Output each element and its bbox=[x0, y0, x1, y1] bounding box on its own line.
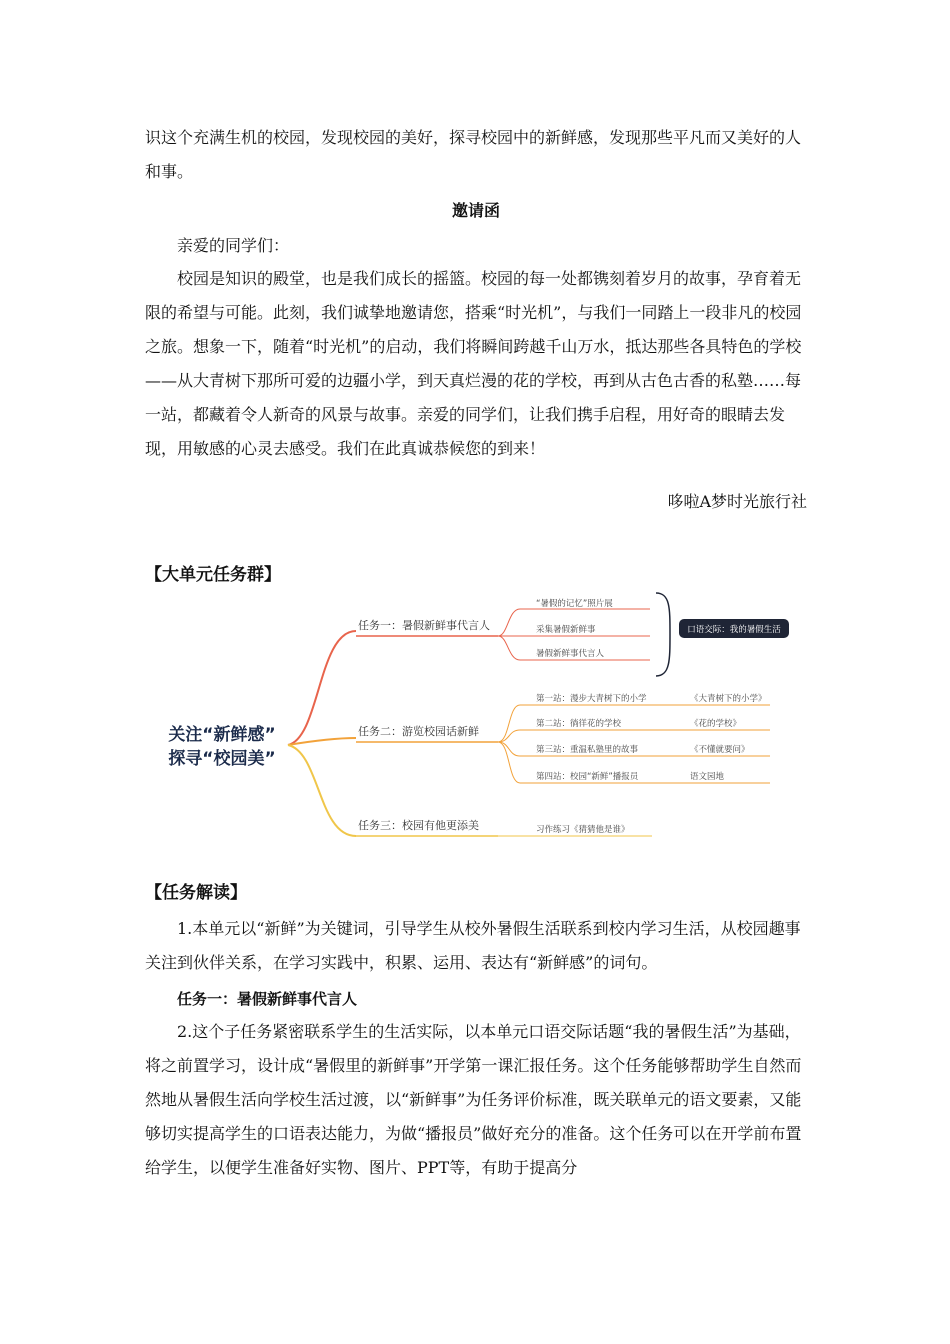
branch-task1 bbox=[288, 631, 356, 745]
task2-station-1: 第一站：漫步大青树下的小学 bbox=[536, 694, 647, 704]
task2-station-4: 第四站：校园“新鲜”播报员 bbox=[536, 772, 639, 782]
task3-label: 任务三：校园有他更添美 bbox=[358, 819, 479, 832]
task2-lesson-2: 《花的学校》 bbox=[690, 719, 742, 729]
task2-lesson-1: 《大青树下的小学》 bbox=[690, 694, 767, 704]
intro-paragraph: 识这个充满生机的校园，发现校园的美好，探寻校园中的新鲜感，发现那些平凡而又美好的人和事。 bbox=[145, 128, 802, 181]
task1-bracket bbox=[656, 593, 670, 676]
task2-lesson-4: 语文园地 bbox=[690, 772, 725, 782]
invitation-title: 邀请函 bbox=[451, 201, 500, 220]
task2-fork-2 bbox=[498, 730, 770, 742]
invitation-signature: 哆啦A梦时光旅行社 bbox=[667, 492, 807, 511]
task1-badge: 口语交际：我的暑假生活 bbox=[687, 625, 781, 635]
task2-station-3: 第三站：重温私塾里的故事 bbox=[536, 745, 639, 755]
branch-task3 bbox=[288, 745, 356, 836]
reading-paragraph-1: 1.本单元以“新鲜”为关键词，引导学生从校外暑假生活联系到校内学习生活，从校园趣事关注到伙伴关系，在学习实践中，积累、运用、表达有“新鲜感”的词句。 bbox=[145, 919, 801, 972]
subtask-heading-1: 任务一：暑假新鲜事代言人 bbox=[177, 990, 358, 1008]
task1-label: 任务一：暑假新鲜事代言人 bbox=[358, 619, 490, 632]
task2-lesson-3: 《不懂就要问》 bbox=[690, 745, 750, 755]
section-heading-reading: 【任务解读】 bbox=[145, 883, 247, 903]
task2-station-2: 第二站：徜徉花的学校 bbox=[536, 719, 622, 729]
section-heading-tasks: 【大单元任务群】 bbox=[145, 565, 281, 585]
mindmap-root-line1: 关注“新鲜感” bbox=[168, 725, 276, 745]
invitation-body: 校园是知识的殿堂，也是我们成长的摇篮。校园的每一处都镌刻着岁月的故事，孕育着无限的希望与可能。此刻，我们诚挚地邀请您，搭乘“时光机”，与我们一同踏上一段非凡的校园之旅。想象一下，随着“时光机”的启动，我们将瞬间跨越千山万水，抵达那些各具特色的学校——从大青树下那所可爱的边疆小学，到天真烂漫的花的学校，再到从古色古香的私塾……每一站，都藏着令人新奇的风景与故事。亲爱的同学们，让我们携手启程，用好奇的眼睛去发现，用敏感的心灵去感受。我们在此真诚恭候您的到来！ bbox=[145, 269, 802, 458]
task-mindmap bbox=[0, 578, 950, 848]
task2-label: 任务二：游览校园话新鲜 bbox=[358, 725, 479, 738]
reading-paragraph-2: 2.这个子任务紧密联系学生的生活实际，以本单元口语交际话题“我的暑假生活”为基础，将之前置学习，设计成“暑假里的新鲜事”开学第一课汇报任务。这个任务能够帮助学生自然而然地从暑假生活向学校生活过渡，以“新鲜事”为任务评价标准，既关联单元的语文要素，又能够切实提高学生的口语表达能力，为做“播报员”做好充分的准备。这个任务可以在开学前布置给学生，以便学生准备好实物、图片、PPT等，有助于提高分 bbox=[145, 1022, 802, 1177]
task1-item-1: “暑假的记忆”照片展 bbox=[536, 599, 613, 609]
task1-item-3: 暑假新鲜事代言人 bbox=[536, 649, 605, 659]
task1-item-2: 采集暑假新鲜事 bbox=[536, 625, 596, 635]
invitation-greeting: 亲爱的同学们： bbox=[177, 236, 290, 255]
task3-item: 习作练习《猜猜他是谁》 bbox=[536, 825, 630, 835]
mindmap-root-line2: 探寻“校园美” bbox=[168, 749, 276, 769]
